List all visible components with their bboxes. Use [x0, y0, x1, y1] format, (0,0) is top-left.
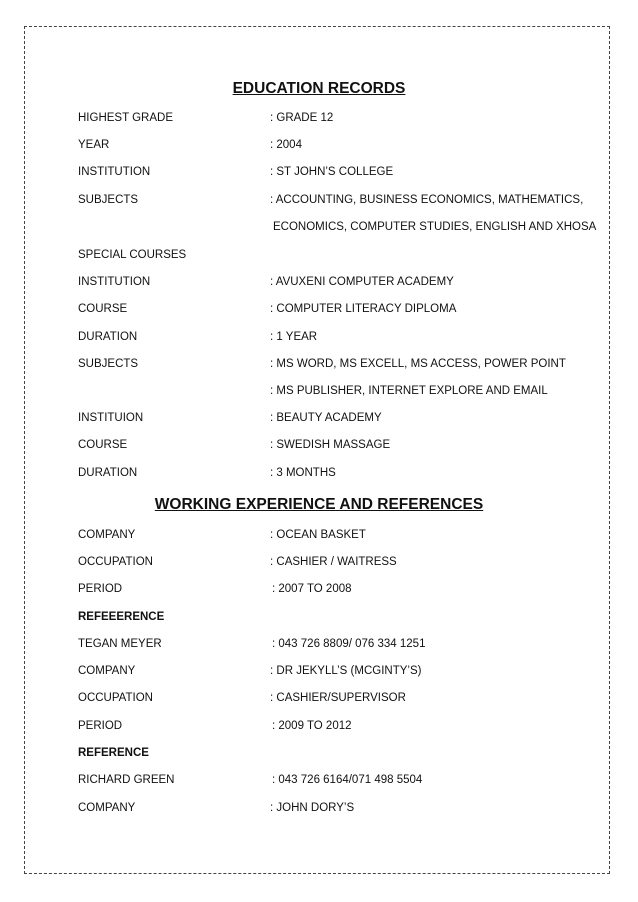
job1-company-label: COMPANY [78, 529, 136, 541]
subjects-value-cont: ECONOMICS, COMPUTER STUDIES, ENGLISH AND XHOSA [273, 221, 597, 233]
job2-occupation-value: : CASHIER/SUPERVISOR [270, 692, 406, 704]
subjects-label: SUBJECTS [78, 194, 139, 206]
course1-institution-label: INSTITUTION [78, 276, 151, 288]
job1-occupation-label: OCCUPATION [78, 556, 153, 568]
course2-duration-label: DURATION [78, 467, 138, 479]
year-value: : 2004 [270, 139, 302, 151]
institution-label: INSTITUTION [78, 166, 151, 178]
experience-title: WORKING EXPERIENCE AND REFERENCES [154, 496, 484, 513]
course1-duration-label: DURATION [78, 331, 138, 343]
special-courses-label: SPECIAL COURSES [78, 249, 187, 261]
course2-institution-label: INSTITUION [78, 412, 144, 424]
course1-course-value: : COMPUTER LITERACY DIPLOMA [270, 303, 457, 315]
job1-company-value: : OCEAN BASKET [270, 529, 366, 541]
job1-occupation-value: : CASHIER / WAITRESS [270, 556, 397, 568]
job3-company-label: COMPANY [78, 802, 136, 814]
job1-period-value: : 2007 TO 2008 [272, 583, 352, 595]
course1-course-label: COURSE [78, 303, 128, 315]
subjects-value: : ACCOUNTING, BUSINESS ECONOMICS, MATHEMATICS, [270, 194, 584, 206]
course2-duration-value: : 3 MONTHS [270, 467, 336, 479]
course1-subjects-value-cont: : MS PUBLISHER, INTERNET EXPLORE AND EMAIL [270, 385, 548, 397]
course1-subjects-value: : MS WORD, MS EXCELL, MS ACCESS, POWER POINT [270, 358, 566, 370]
institution-value: : ST JOHN’S COLLEGE [270, 166, 394, 178]
job2-reference-heading: REFERENCE [78, 747, 149, 759]
highest-grade-value: : GRADE 12 [270, 112, 334, 124]
job2-reference-phone: : 043 726 6164/071 498 5504 [272, 774, 423, 786]
job1-reference-heading: REFEEERENCE [78, 611, 165, 623]
job1-reference-phone: : 043 726 8809/ 076 334 1251 [272, 638, 426, 650]
course2-institution-value: : BEAUTY ACADEMY [270, 412, 382, 424]
job2-occupation-label: OCCUPATION [78, 692, 153, 704]
course2-course-value: : SWEDISH MASSAGE [270, 439, 391, 451]
course2-course-label: COURSE [78, 439, 128, 451]
year-label: YEAR [78, 139, 110, 151]
job2-period-value: : 2009 TO 2012 [272, 720, 352, 732]
job2-company-value: : DR JEKYLL’S (MCGINTY’S) [270, 665, 422, 677]
job2-reference-name: RICHARD GREEN [78, 774, 175, 786]
course1-institution-value: : AVUXENI COMPUTER ACADEMY [270, 276, 454, 288]
education-title: EDUCATION RECORDS [232, 80, 406, 97]
job1-period-label: PERIOD [78, 583, 123, 595]
job2-period-label: PERIOD [78, 720, 123, 732]
job3-company-value: : JOHN DORY’S [270, 802, 355, 814]
course1-duration-value: : 1 YEAR [270, 331, 318, 343]
course1-subjects-label: SUBJECTS [78, 358, 139, 370]
job1-reference-name: TEGAN MEYER [78, 638, 162, 650]
job2-company-label: COMPANY [78, 665, 136, 677]
highest-grade-label: HIGHEST GRADE [78, 112, 173, 124]
